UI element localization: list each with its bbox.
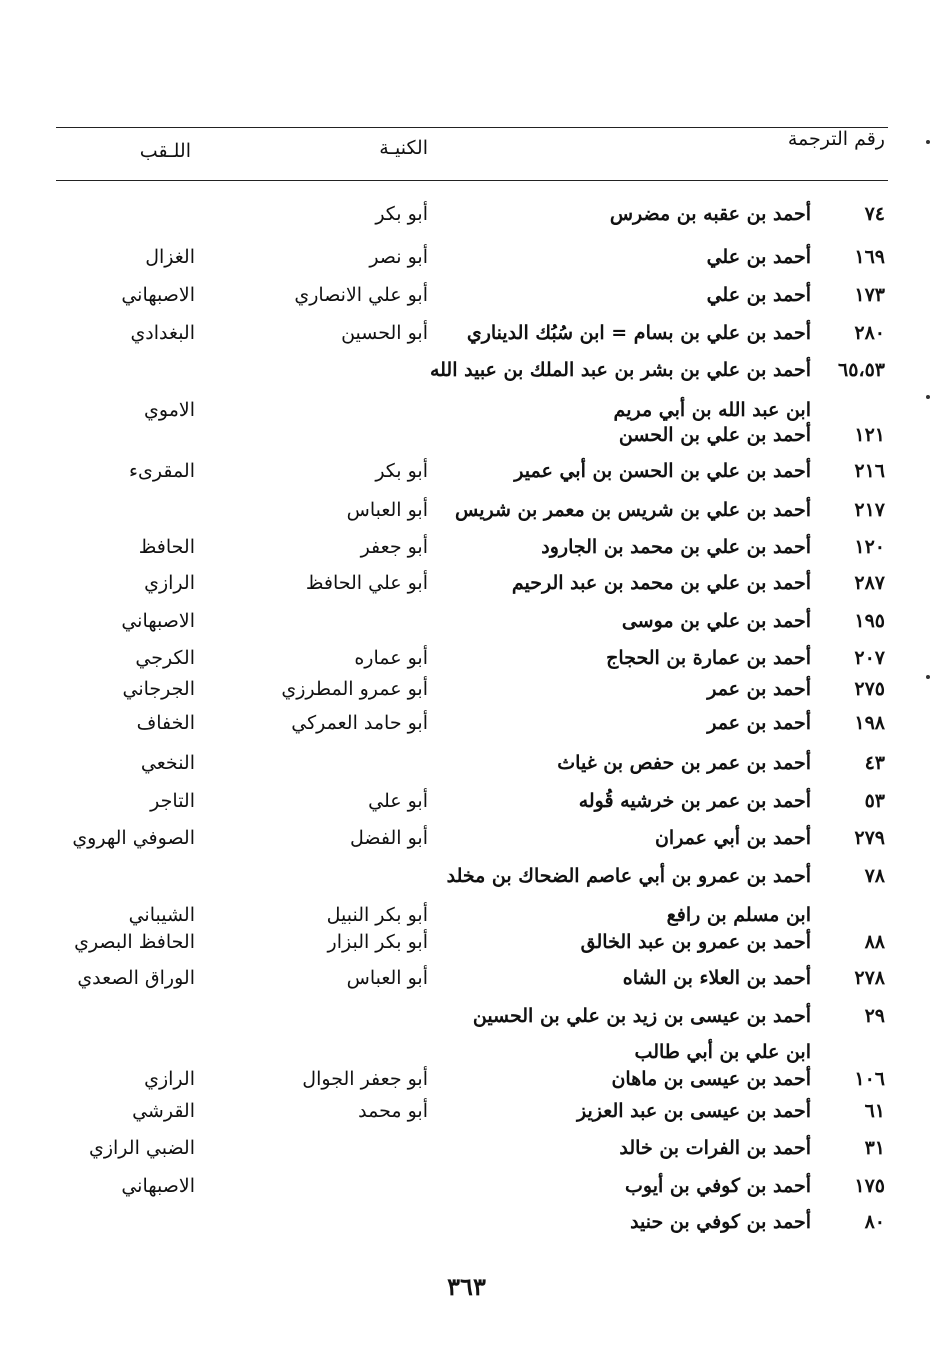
entry-name: أحمد بن علي بن بشر بن عبد الملك بن عبيد الله — [429, 359, 811, 381]
entry-kunya: أبو الفضل — [350, 827, 428, 849]
entry-name: أحمد بن عيسى بن عبد العزيز — [577, 1100, 811, 1122]
entry-name: أحمد بن عمر — [707, 678, 811, 700]
header-number-column: رقم الترجمة — [787, 128, 885, 150]
entry-laqab: الضبي الرازي — [88, 1137, 195, 1159]
entry-name: أحمد بن كوفي بن أيوب — [625, 1175, 811, 1197]
entry-laqab: الاموي — [144, 399, 195, 421]
entry-kunya: أبو بكر النبيل — [326, 904, 428, 926]
entry-name: أحمد بن أبي عمران — [654, 827, 811, 849]
entry-name: ابن مسلم بن رافع — [666, 904, 811, 926]
entry-kunya: أبو جعفر — [360, 536, 428, 558]
entry-name: أحمد بن علي بن شريس بن معمر بن شريس — [454, 499, 811, 521]
entry-name: أحمد بن عمرو بن أبي عاصم الضحاك بن مخلد — [446, 865, 811, 887]
entry-laqab: المقرىء — [129, 460, 195, 482]
entry-number: ٢١٧ — [854, 499, 885, 521]
entry-laqab: الوراق الصعدي — [77, 967, 195, 989]
entry-laqab: القرشي — [132, 1100, 195, 1122]
entry-kunya: أبو بكر — [375, 460, 428, 482]
entry-laqab: الخفاف — [136, 712, 195, 734]
entry-laqab: الاصبهاني — [121, 284, 195, 306]
entry-name: أحمد بن عمرو بن عبد الخالق — [580, 931, 811, 953]
table-row — [0, 454, 933, 488]
entry-kunya: أبو حامد العمركي — [291, 712, 428, 734]
entry-kunya: أبو الحسين — [341, 322, 428, 344]
entry-name: أحمد بن عيسى بن زيد بن علي بن الحسين — [472, 1005, 811, 1027]
table-row — [0, 1094, 933, 1128]
entry-number: ١٩٥ — [854, 610, 885, 632]
entry-laqab: الجرجاني — [122, 678, 195, 700]
entry-name: أحمد بن علي بن موسى — [621, 610, 811, 632]
table-row — [0, 240, 933, 274]
entry-number: ٢٧٩ — [854, 827, 885, 849]
entry-kunya: أبو علي الانصاري — [294, 284, 428, 306]
entry-number: ٣١ — [864, 1137, 885, 1159]
table-row — [0, 925, 933, 959]
table-row — [0, 859, 933, 893]
header-top-rule — [56, 127, 888, 128]
table-row — [0, 493, 933, 527]
table-row — [0, 1205, 933, 1239]
table-row — [0, 566, 933, 600]
header-kunya-column: الكنيـة — [379, 137, 428, 159]
entry-laqab: الرازي — [144, 572, 195, 594]
entry-kunya: أبو عمرو المطرزي — [281, 678, 428, 700]
table-row — [0, 1169, 933, 1203]
entry-kunya: أبو بكر البزار — [327, 931, 428, 953]
entry-laqab: الشيباني — [128, 904, 195, 926]
entry-number: ٢٨٧ — [854, 572, 885, 594]
table-row — [0, 961, 933, 995]
entry-number: ٧٤ — [864, 203, 885, 225]
entry-name: أحمد بن علي بن الحسن بن أبي عمير — [514, 460, 811, 482]
entry-number: ٢٧٥ — [854, 678, 885, 700]
entry-number: ١٢٠ — [854, 536, 885, 558]
table-row — [0, 784, 933, 818]
entry-kunya: أبو عماره — [354, 647, 428, 669]
table-row — [0, 1062, 933, 1096]
margin-mark — [926, 140, 930, 144]
table-row — [0, 353, 933, 387]
entry-name: أحمد بن الفرات بن خالد — [619, 1137, 811, 1159]
table-row — [0, 706, 933, 740]
entry-number: ٢٠٧ — [854, 647, 885, 669]
table-row — [0, 1131, 933, 1165]
table-row — [0, 604, 933, 638]
entry-name: ابن علي بن أبي طالب — [634, 1041, 811, 1063]
table-row — [0, 746, 933, 780]
header-bottom-rule — [56, 180, 888, 181]
entry-number: ٢٨٠ — [854, 322, 885, 344]
entry-number: ١٦٩ — [854, 246, 885, 268]
entry-number: ٦١ — [864, 1100, 885, 1122]
entry-number: ١٢١ — [854, 424, 885, 446]
entry-number: ١٠٦ — [854, 1068, 885, 1090]
entry-name: أحمد بن عمر بن خرشيه قُوله — [578, 790, 811, 812]
entry-name: أحمد بن عمر بن حفص بن غياث — [557, 752, 811, 774]
entry-laqab: الغزال — [145, 246, 195, 268]
entry-laqab: الرازي — [144, 1068, 195, 1090]
entry-number: ١٩٨ — [854, 712, 885, 734]
entry-laqab: الكرجي — [135, 647, 195, 669]
entry-laqab: النخعي — [140, 752, 195, 774]
entry-name: أحمد بن علي بن الحسن — [618, 424, 811, 446]
entry-kunya: أبو بكر — [375, 203, 428, 225]
entry-laqab: البغدادي — [130, 322, 195, 344]
entry-number: ١٧٥ — [854, 1175, 885, 1197]
entry-name: أحمد بن كوفي بن حنيد — [630, 1211, 811, 1233]
page-number: ٣٦٣ — [447, 1272, 486, 1301]
table-row — [0, 418, 933, 452]
table-row — [0, 821, 933, 855]
entry-kunya: أبو العباس — [346, 499, 428, 521]
entry-name: أحمد بن عمر — [707, 712, 811, 734]
entry-name: أحمد بن عمارة بن الحجاج — [606, 647, 811, 669]
entry-number: ٢٧٨ — [854, 967, 885, 989]
margin-mark — [926, 395, 930, 399]
entry-number: ٤٣ — [864, 752, 885, 774]
entry-number: ٧٨ — [864, 865, 885, 887]
entry-kunya: أبو محمد — [358, 1100, 428, 1122]
entry-number: ٢١٦ — [854, 460, 885, 482]
entry-name: أحمد بن علي — [706, 284, 811, 306]
entry-name: أحمد بن عقبه بن مضرس — [609, 203, 811, 225]
entry-name: أحمد بن علي — [706, 246, 811, 268]
entry-name: ابن عبد الله بن أبي مريم — [613, 399, 811, 421]
table-row — [0, 999, 933, 1033]
table-row — [0, 316, 933, 350]
entry-name: أحمد بن العلاء بن الشاه — [622, 967, 811, 989]
entry-laqab: الاصبهاني — [121, 610, 195, 632]
entry-name: أحمد بن عيسى بن ماهان — [611, 1068, 811, 1090]
entry-kunya: أبو جعفر الجوال — [302, 1068, 428, 1090]
table-row — [0, 530, 933, 564]
entry-kunya: أبو العباس — [346, 967, 428, 989]
margin-mark — [926, 675, 930, 679]
entry-number: ٢٩ — [864, 1005, 885, 1027]
header-laqab-column: اللـقب — [139, 140, 191, 162]
entry-kunya: أبو نصر — [369, 246, 428, 268]
entry-laqab: الاصبهاني — [121, 1175, 195, 1197]
entry-laqab: الصوفي الهروي — [72, 827, 195, 849]
entry-name: أحمد بن علي بن محمد بن عبد الرحيم — [511, 572, 811, 594]
entry-laqab: الحافظ البصري — [74, 931, 195, 953]
table-row — [0, 278, 933, 312]
entry-number: ٥٣ — [864, 790, 885, 812]
table-row — [0, 641, 933, 675]
entry-laqab: الحافظ — [138, 536, 195, 558]
entry-number: ٦٥،٥٣ — [838, 359, 885, 381]
entry-kunya: أبو علي — [368, 790, 428, 812]
entry-name: أحمد بن علي بن بسام = ابن سُبُك الديناري — [466, 322, 811, 344]
entry-kunya: أبو علي الحافظ — [305, 572, 428, 594]
entry-name: أحمد بن علي بن محمد بن الجارود — [541, 536, 811, 558]
entry-number: ١٧٣ — [854, 284, 885, 306]
entry-number: ٨٠ — [864, 1211, 885, 1233]
entry-number: ٨٨ — [864, 931, 885, 953]
entry-laqab: التاجر — [150, 790, 195, 812]
table-row — [0, 672, 933, 706]
table-row — [0, 197, 933, 231]
